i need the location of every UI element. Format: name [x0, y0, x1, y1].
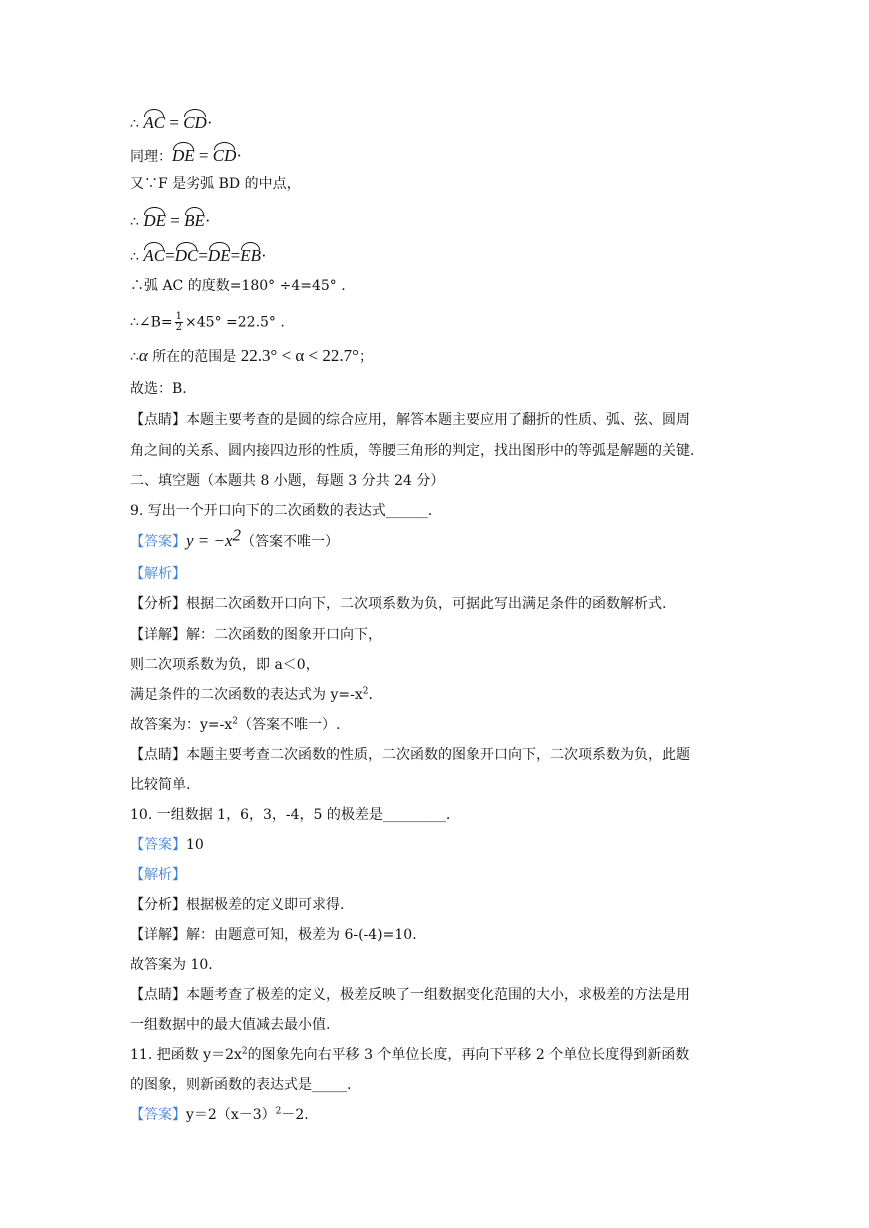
equals: =: [169, 113, 179, 132]
question-10: 10. 一组数据 1，6，3，-4，5 的极差是_________.: [130, 807, 451, 823]
line-arc-degree: ∴弧 AC 的度数=180° ÷4=45° .: [130, 278, 346, 294]
exponent: 2: [362, 686, 369, 697]
arc-de: DE: [143, 208, 166, 230]
text: 故答案为：y=-x: [130, 717, 233, 733]
therefore-symbol: ∴: [130, 249, 139, 265]
question-11-line2: 的图象，则新函数的表达式是_____.: [130, 1077, 352, 1093]
alpha-symbol: α: [138, 346, 148, 365]
conclusion-10: 故答案为 10.: [130, 957, 213, 973]
conclusion-9: [130, 716, 340, 734]
line-similarly: [130, 143, 242, 166]
end-text: （答案不唯一）.: [238, 717, 341, 733]
arc-be: BE: [184, 208, 205, 230]
mid-text: 所在的范围是: [147, 349, 241, 365]
end-text: .: [368, 687, 373, 703]
answer-11: [130, 1106, 309, 1124]
answer-10: [130, 836, 204, 854]
answer-value: 10: [186, 837, 204, 853]
prefix-text: ∴: [130, 349, 139, 365]
arc-de: DE: [208, 243, 231, 265]
exponent: 2: [241, 1046, 248, 1057]
question-9: 9. 写出一个开口向下的二次函数的表达式______.: [130, 503, 433, 519]
comment-10-line1: 【点睛】本题考查了极差的定义，极差反映了一组数据变化范围的大小，求极差的方法是用: [130, 987, 690, 1003]
comment-9-line2: 比较简单.: [130, 777, 191, 793]
line-alpha-range: [130, 347, 373, 366]
question-11: [130, 1046, 689, 1064]
prefix-text: 同理：: [130, 149, 172, 165]
dot: ·: [206, 113, 213, 132]
analysis-9: 【分析】根据二次函数开口向下，二次项系数为负，可据此写出满足条件的函数解析式.: [130, 596, 667, 612]
analysis-10: 【分析】根据极差的定义即可求得.: [130, 897, 345, 913]
analysis-tag-9: 【解析】: [130, 566, 186, 582]
answer-expression: y＝2（x－3）: [186, 1107, 276, 1123]
equals: =: [165, 246, 175, 265]
dot: ·: [260, 246, 267, 265]
exponent: 2: [232, 716, 238, 727]
range-expression: 22.3° < α < 22.7°: [240, 346, 359, 365]
line-comment-1: 【点睛】本题主要考查的是圆的综合应用，解答本题主要应用了翻折的性质、弧、弦、圆周: [130, 412, 690, 428]
end-text: －2.: [281, 1107, 309, 1123]
exponent: 2: [275, 1106, 282, 1117]
therefore-symbol: ∴: [130, 116, 139, 132]
answer-9: [130, 525, 340, 551]
text: 满足条件的二次函数的表达式为 y=-x: [130, 687, 363, 703]
exponent: 2: [232, 525, 242, 545]
answer-expression: y = −x: [186, 531, 233, 550]
answer-tag: 【答案】: [130, 837, 186, 853]
line-comment-2: 角之间的关系、圆内接四边形的性质，等腰三角形的判定，找出图形中的等弧是解题的关键.: [130, 443, 695, 459]
numerator: 1: [175, 311, 183, 322]
line-midpoint: 又∵F 是劣弧 BD 的中点，: [130, 176, 301, 192]
end-text: ；: [358, 349, 373, 365]
detail-10: 【详解】解：由题意可知，极差为 6-(-4)=10.: [130, 927, 417, 943]
dot: ·: [204, 211, 211, 230]
end-text: 的图象先向右平移 3 个单位长度，再向下平移 2 个单位长度得到新函数: [247, 1047, 690, 1063]
detail-9-line3: [130, 686, 373, 704]
comment-10-line2: 一组数据中的最大值减去最小值.: [130, 1017, 331, 1033]
arc-ac: AC: [143, 243, 165, 265]
fraction: [175, 312, 183, 333]
equals: =: [198, 246, 208, 265]
line-arc-ac-cd: [130, 110, 213, 133]
arc-dc: DC: [175, 243, 199, 265]
denominator: 2: [175, 322, 183, 333]
arc-ac: AC: [143, 110, 165, 132]
equals: =: [170, 211, 180, 230]
arc-cd: CD: [213, 143, 237, 165]
detail-9: 【详解】解：二次函数的图象开口向下，: [130, 627, 382, 643]
equals: =: [198, 146, 209, 165]
section-heading: 二、填空题（本题共 8 小题，每题 3 分共 24 分）: [130, 473, 445, 489]
prefix-text: ∴∠B=: [130, 314, 173, 331]
arc-eb: EB: [240, 243, 261, 265]
arc-de: DE: [172, 143, 195, 165]
answer-tag: 【答案】: [130, 1107, 186, 1123]
arc-cd: CD: [183, 110, 207, 132]
therefore-symbol: ∴: [130, 214, 139, 230]
line-arc-chain: [130, 243, 267, 266]
line-arc-de-be: [130, 208, 211, 231]
text: 11. 把函数 y＝2x: [130, 1047, 242, 1063]
analysis-tag-10: 【解析】: [130, 867, 186, 883]
equals: =: [230, 246, 241, 265]
comment-9-line1: 【点睛】本题主要考查二次函数的性质，二次函数的图象开口向下，二次项系数为负，此题: [130, 747, 690, 763]
answer-tag: 【答案】: [130, 534, 186, 550]
answer-note: （答案不唯一）: [241, 534, 340, 550]
line-angle-b: [130, 312, 285, 333]
dot: ·: [236, 146, 243, 165]
suffix-text: ×45° =22.5° .: [185, 314, 285, 331]
detail-9-line2: 则二次项系数为负，即 a＜0，: [130, 657, 320, 673]
line-choice: 故选：B.: [130, 381, 187, 397]
